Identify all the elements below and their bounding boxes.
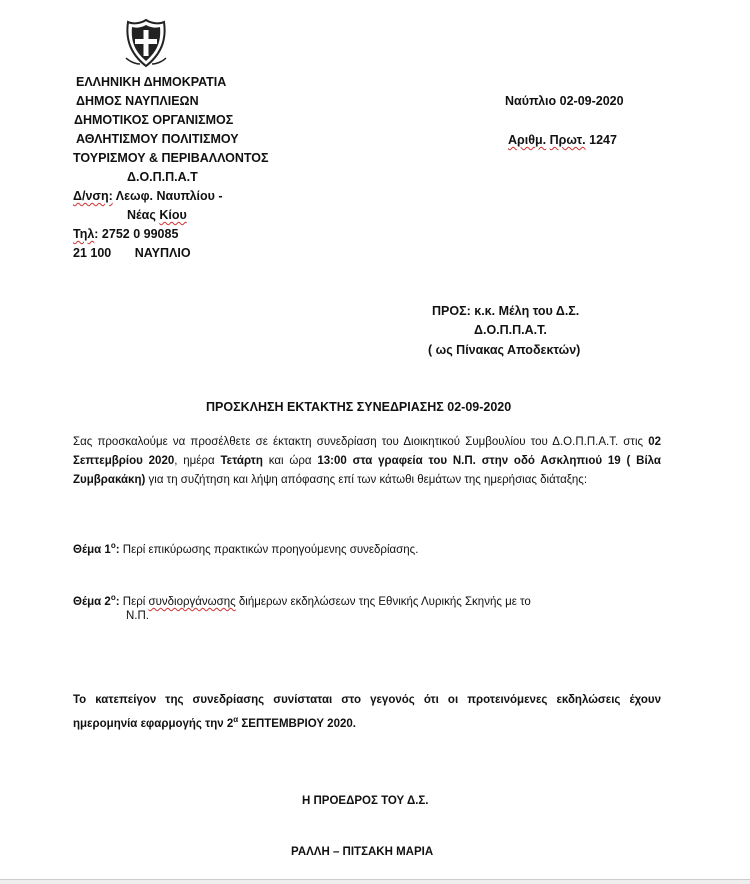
- topic-2-continuation: Ν.Π.: [126, 610, 149, 622]
- header-line-4: ΑΘΛΗΤΙΣΜΟΥ ΠΟΛΙΤΙΣΜΟΥ: [76, 132, 239, 146]
- address-line-2-word: Κίου: [159, 208, 187, 222]
- invitation-text-4: για τη συζήτηση και λήψη απόφασης επί των κάτωθι θεμάτων της ημερήσιας διάταξης:: [145, 474, 588, 486]
- urgency-paragraph: [73, 691, 661, 734]
- header-line-2: ΔΗΜΟΣ ΝΑΥΠΛΙΕΩΝ: [76, 94, 199, 108]
- invitation-paragraph: [73, 433, 661, 490]
- place-date: Ναύπλιο 02-09-2020: [505, 94, 624, 108]
- header-line-5: ΤΟΥΡΙΣΜΟΥ & ΠΕΡΙΒΑΛΛΟΝΤΟΣ: [73, 151, 269, 165]
- city: ΝΑΥΠΛΙΟ: [134, 246, 191, 260]
- topic-2-text-pre: Περί: [119, 595, 149, 608]
- header-postal: [73, 244, 191, 263]
- urgency-sup: α: [233, 715, 239, 724]
- document-title: ΠΡΟΣΚΛΗΣΗ ΕΚΤΑΚΤΗΣ ΣΥΝΕΔΡΙΑΣΗΣ 02-09-2020: [206, 400, 512, 414]
- topic-2-label: Θέμα 2: [73, 595, 111, 608]
- postal-code: 21 100: [73, 246, 112, 260]
- address-line-2-prefix: Νέας: [127, 208, 160, 222]
- topic-2-text-post: διήμερων εκδηλώσεων της Εθνικής Λυρικής Σκηνής με το: [235, 595, 531, 608]
- topic-1-sup: ο: [110, 541, 116, 550]
- address-label: Δ/νση:: [73, 189, 113, 203]
- coat-of-arms-icon: [122, 18, 170, 68]
- recipient-line-1: ΠΡΟΣ: κ.κ. Μέλη του Δ.Σ.: [432, 304, 580, 318]
- header-address-2: [127, 206, 187, 225]
- meeting-time-place: 13:00 στα γραφεία του Ν.Π. στην οδό Ασκληπιού 19 ( Βίλα Ζυμβρακάκη): [73, 455, 661, 486]
- topic-2-sup: ο: [110, 593, 116, 602]
- signature-role: Η ΠΡΟΕΔΡΟΣ ΤΟΥ Δ.Σ.: [302, 795, 429, 807]
- recipient-line-2: Δ.Ο.Π.Π.Α.Τ.: [474, 323, 547, 337]
- topic-2-colon: :: [115, 595, 120, 608]
- topic-2-text-word: συνδιοργάνωσης: [148, 595, 236, 608]
- recipient-line-3: ( ως Πίνακας Αποδεκτών): [428, 343, 581, 357]
- phone-label: Τηλ: [73, 227, 95, 241]
- page-bottom-edge: [0, 879, 750, 884]
- signature-name: ΡΑΛΛΗ – ΠΙΤΣΑΚΗ ΜΑΡΙΑ: [291, 846, 434, 858]
- topic-1-text: Περί επικύρωσης πρακτικών προηγούμενης συνεδρίασης.: [119, 543, 419, 556]
- header-address-1: [73, 187, 223, 206]
- header-line-6: Δ.Ο.Π.Π.Α.Τ: [127, 170, 198, 184]
- header-line-1: ΕΛΛΗΝΙΚΗ ΔΗΜΟΚΡΑΤΙΑ: [76, 75, 227, 89]
- phone-value: : 2752 0 99085: [94, 227, 179, 241]
- invitation-text-3: και ώρα: [262, 455, 318, 467]
- topic-1-colon: :: [115, 543, 120, 556]
- invitation-text-1: Σας προσκαλούμε να προσέλθετε σε έκτακτη συνεδρίαση του Διοικητικού Συμβουλίου του Δ.Ο.Π.Π.Α.Τ. στις: [73, 436, 649, 448]
- invitation-text-2: , ημέρα: [174, 455, 221, 467]
- urgency-text-1: Το κατεπείγον της συνεδρίασης συνίσταται στο γεγονός ότι οι προτεινόμενες εκδηλώσεις έχουν ημερομηνία εφαρμογής την 2: [73, 694, 661, 730]
- meeting-date: 02 Σεπτεμβρίου 2020: [73, 436, 661, 467]
- protocol-value: 1247: [585, 133, 617, 147]
- meeting-day: Τετάρτη: [220, 455, 263, 467]
- topic-2: [73, 593, 531, 608]
- topic-1: [73, 541, 418, 556]
- urgency-text-2: ΣΕΠΤΕΜΒΡΙΟΥ 2020.: [238, 717, 356, 730]
- header-line-3: ΔΗΜΟΤΙΚΟΣ ΟΡΓΑΝΙΣΜΟΣ: [74, 113, 234, 127]
- protocol-word: Αριθμ.: [508, 133, 547, 147]
- header-phone: [73, 225, 178, 244]
- protocol-word-2: Πρωτ.: [549, 133, 586, 147]
- address-line-1: Λεωφ. Ναυπλίου -: [112, 189, 223, 203]
- protocol-number: [508, 131, 617, 150]
- topic-1-label: Θέμα 1: [73, 543, 111, 556]
